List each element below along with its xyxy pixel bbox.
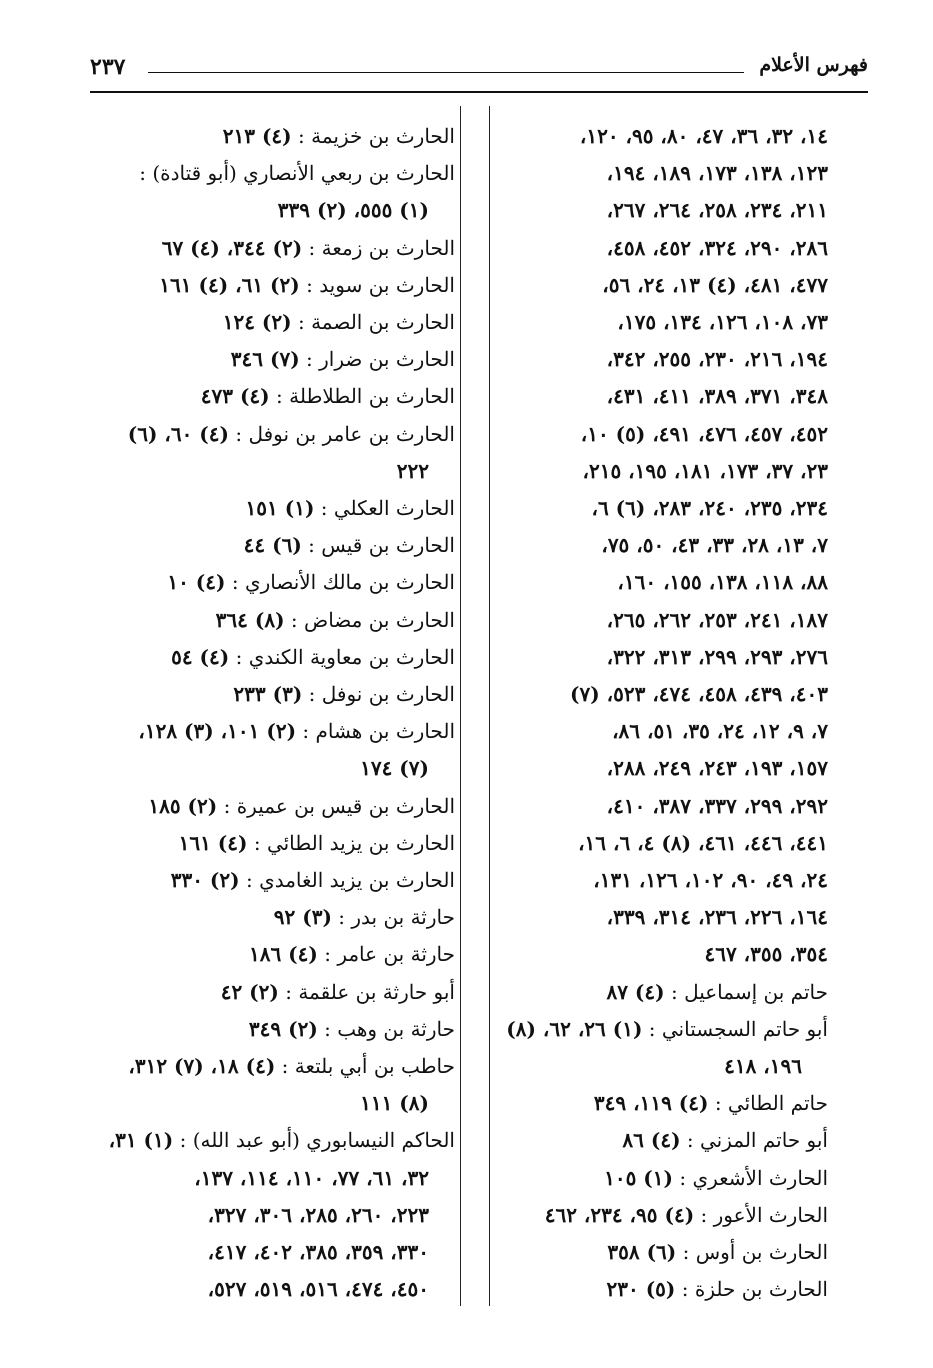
index-entry — [97, 304, 455, 341]
entry-refs: (٥) ٢٣٠ — [606, 1277, 676, 1302]
entry-refs: ٢٨٦، ٢٩٠، ٣٢٤، ٤٥٢، ٤٥٨، — [606, 235, 828, 260]
index-entry — [97, 416, 455, 453]
entry-name: أبو حاتم المزني : — [680, 1128, 828, 1153]
entry-refs: ٢٤، ٤٩، ٩٠، ١٠٢، ١٢٦، ١٣١، — [593, 868, 828, 893]
header-divider — [148, 72, 744, 73]
index-entry — [483, 602, 828, 639]
entry-name: الحارث بن أوس : — [676, 1240, 828, 1265]
entry-refs: ١٩٤، ٢١٦، ٢٣٠، ٢٥٥، ٣٤٢، — [606, 347, 828, 372]
entry-refs: (٤) ٤٧٣ — [200, 384, 270, 409]
index-entry — [97, 230, 455, 267]
index-entry — [483, 1234, 828, 1271]
entry-refs: (٢) ١٠١، (٣) ١٢٨، — [138, 719, 297, 744]
entry-name: أبو حاتم السجستاني : — [642, 1016, 828, 1041]
entry-name: الحارث بن الطلاطلة : — [269, 384, 455, 409]
entry-name: الحارث الأعور : — [694, 1202, 828, 1227]
index-entry — [97, 1122, 455, 1159]
entry-name: أبو حارثة بن علقمة : — [278, 979, 455, 1004]
entry-refs: (٦) ٤٤ — [243, 533, 302, 558]
entry-refs: ٣٥٤، ٣٥٥، ٤٦٧ — [704, 942, 828, 967]
index-entry — [97, 713, 455, 750]
entry-name: الحارث بن مضاض : — [284, 607, 455, 632]
entry-refs: (٧) ٣٤٦ — [230, 347, 300, 372]
entry-refs: ١٩٦، ٤١٨ — [724, 1054, 802, 1079]
entry-refs: (٦) ٣٥٨ — [607, 1240, 677, 1265]
index-entry — [483, 639, 828, 676]
entry-refs: ٧٣، ١٠٨، ١٢٦، ١٣٤، ١٧٥، — [617, 310, 828, 335]
index-entry — [97, 155, 455, 192]
entry-name: الحارث بن ربعي الأنصاري (أبو قتادة) : — [139, 161, 455, 186]
index-entry — [483, 304, 828, 341]
index-entry — [97, 750, 455, 787]
entry-refs: ٣٢، ٦١، ٧٧، ١١٠، ١١٤، ١٣٧، — [194, 1165, 429, 1190]
entry-refs: (٤) ٨٧ — [606, 979, 665, 1004]
entry-name: الحارث بن عامر بن نوفل : — [229, 421, 455, 446]
entry-refs: (٤) ٢١٣ — [222, 124, 292, 148]
index-entry — [97, 936, 455, 973]
entry-name: الحارث العكلي : — [314, 496, 455, 521]
index-entry — [483, 676, 828, 713]
index-entry — [483, 862, 828, 899]
entry-refs: ١٥٧، ١٩٣، ٢٤٣، ٢٤٩، ٢٨٨، — [606, 756, 828, 781]
entry-refs: (١) ١٠٥ — [604, 1165, 673, 1190]
entry-name: الحارث بن معاوية الكندي : — [229, 644, 455, 669]
entry-refs: (٢) ١٨٥ — [148, 793, 218, 818]
index-entry — [97, 602, 455, 639]
index-entry — [97, 378, 455, 415]
index-entry — [483, 1122, 828, 1159]
entry-refs: ٣٤٨، ٣٧١، ٣٨٩، ٤١١، ٤٣١، — [606, 384, 828, 409]
index-entry — [483, 341, 828, 378]
entry-refs: ٤٧٧، ٤٨١، (٤) ١٣، ٢٤، ٥٦، — [602, 272, 828, 297]
index-entry — [483, 750, 828, 787]
entry-refs: (٢) ٣٤٩ — [248, 1016, 318, 1041]
entry-refs: ٢٣٤، ٢٣٥، ٢٤٠، ٢٨٣، (٦) ٦، — [591, 496, 828, 521]
entry-refs: ١٦٤، ٢٢٦، ٢٣٦، ٣١٤، ٣٣٩، — [606, 905, 828, 930]
entry-refs: ١٨٧، ٢٤١، ٢٥٣، ٢٦٢، ٢٦٥، — [606, 607, 828, 632]
entry-refs: (٤) ٥٤ — [171, 644, 230, 669]
index-entry — [483, 713, 828, 750]
entry-refs: (٤) ١٠ — [167, 570, 226, 595]
entry-refs: (١) ٣١، — [108, 1128, 174, 1153]
index-entry — [483, 490, 828, 527]
entry-refs: (٤) ١٨، (٧) ٣١٢، — [128, 1054, 276, 1079]
entry-refs: ٣٣٠، ٣٥٩، ٣٨٥، ٤٠٢، ٤١٧، — [207, 1240, 429, 1265]
header-rule — [90, 91, 868, 93]
entry-refs: (٤) ٨٦ — [622, 1128, 681, 1153]
index-entry — [483, 527, 828, 564]
index-entry — [97, 639, 455, 676]
index-entry — [97, 118, 455, 155]
entry-name: الحارث بن يزيد الغامدي : — [239, 868, 455, 893]
index-entry — [483, 453, 828, 490]
entry-refs: (٢) ٦١، (٤) ١٦١ — [159, 272, 300, 297]
index-entry — [97, 1271, 455, 1308]
entry-refs: (١) ١٥١ — [245, 496, 315, 521]
entry-name: الحارث بن قيس : — [301, 533, 455, 558]
entry-name: الحارث بن حلزة : — [675, 1277, 828, 1302]
index-entry — [483, 378, 828, 415]
index-entry — [97, 788, 455, 825]
column-divider-left — [460, 106, 461, 1306]
entry-refs: ٨٨، ١١٨، ١٣٨، ١٥٥، ١٦٠، — [617, 570, 828, 595]
entry-refs: ١٤، ٣٢، ٣٦، ٤٧، ٨٠، ٩٥، ١٢٠، — [579, 124, 828, 148]
index-entry — [483, 1048, 828, 1085]
index-entry — [483, 192, 828, 229]
entry-refs: ٤٥٢، ٤٥٧، ٤٧٦، ٤٩١، (٥) ١٠، — [580, 421, 828, 446]
entry-name: حارثة بن وهب : — [317, 1016, 455, 1041]
index-entry — [97, 267, 455, 304]
entry-refs: (٣) ٩٢ — [273, 905, 332, 930]
entry-refs: (٣) ٢٣٣ — [233, 682, 303, 707]
index-entry — [97, 1011, 455, 1048]
index-entry — [97, 1160, 455, 1197]
entry-refs: ٢٩٢، ٢٩٩، ٣٣٧، ٣٨٧، ٤١٠، — [606, 793, 828, 818]
entry-refs: (٤) ١٨٦ — [248, 942, 318, 967]
index-entry — [483, 267, 828, 304]
entry-refs: ٢١١، ٢٣٤، ٢٥٨، ٢٦٤، ٢٦٧، — [606, 198, 828, 223]
entry-name: حارثة بن بدر : — [331, 905, 455, 930]
index-entry — [483, 1197, 828, 1234]
index-entry — [483, 1160, 828, 1197]
index-entry — [97, 192, 455, 229]
index-entry — [483, 1271, 828, 1308]
index-entry — [97, 341, 455, 378]
entry-name: حاتم بن إسماعيل : — [664, 979, 828, 1004]
index-entry — [483, 1085, 828, 1122]
entry-name: الحارث الأشعري : — [672, 1165, 828, 1190]
index-entry — [483, 155, 828, 192]
entry-refs: ٧، ١٣، ٢٨، ٣٣، ٤٣، ٥٠، ٧٥، — [601, 533, 828, 558]
index-entry — [97, 527, 455, 564]
entry-name: الحارث بن نوفل : — [302, 682, 455, 707]
entry-refs: (٢) ٣٣٠ — [170, 868, 240, 893]
entry-name: الحارث بن الصمة : — [291, 310, 455, 335]
entry-refs: (٢) ٣٤٤، (٤) ٦٧ — [161, 235, 303, 260]
entry-refs: (٤) ٦٠، (٦) — [127, 421, 229, 446]
entry-refs: ٤٥٠، ٤٧٤، ٥١٦، ٥١٩، ٥٢٧، — [207, 1277, 429, 1302]
entry-refs: (١) ٥٥٥، (٢) ٣٣٩ — [277, 198, 429, 223]
index-entry — [483, 416, 828, 453]
page-header — [90, 52, 868, 88]
entry-refs: (٨) ١١١ — [360, 1091, 429, 1116]
entry-refs: ٢٣، ٣٧، ١٧٣، ١٨١، ١٩٥، ٢١٥، — [582, 458, 828, 483]
index-entry — [97, 974, 455, 1011]
entry-refs: (٢) ٤٢ — [220, 979, 279, 1004]
index-entry — [483, 936, 828, 973]
entry-refs: (١) ٢٦، ٦٢، (٨) — [506, 1016, 643, 1041]
index-title: فهرس الأعلام — [759, 54, 868, 76]
index-entry — [97, 490, 455, 527]
entry-name: الحارث بن سويد : — [299, 272, 455, 297]
index-entry — [483, 974, 828, 1011]
index-entry — [483, 899, 828, 936]
entry-name: حارثة بن عامر : — [317, 942, 455, 967]
entry-refs: (٧) ١٧٤ — [360, 756, 429, 781]
entry-name: الحارث بن يزيد الطائي : — [247, 830, 455, 855]
index-entry — [97, 1234, 455, 1271]
entry-name: الحارث بن ضرار : — [299, 347, 455, 372]
index-entry — [483, 1011, 828, 1048]
index-entry — [483, 230, 828, 267]
index-entry — [97, 1197, 455, 1234]
entry-name: حاطب بن أبي بلتعة : — [275, 1054, 455, 1079]
entry-name: الحاكم النيسابوري (أبو عبد الله) : — [173, 1128, 455, 1153]
index-entry — [97, 564, 455, 601]
index-entry — [97, 825, 455, 862]
entry-refs: ٧، ٩، ١٢، ٢٤، ٣٥، ٥١، ٨٦، — [612, 719, 828, 744]
index-entry — [483, 825, 828, 862]
entry-refs: (٨) ٣٦٤ — [215, 607, 285, 632]
entry-refs: ٢٢٢ — [396, 458, 429, 483]
entry-refs: (٢) ١٢٤ — [222, 310, 292, 335]
page-number: ٢٣٧ — [90, 54, 126, 80]
entry-refs: (٤) ١٦١ — [178, 830, 248, 855]
index-entry — [97, 899, 455, 936]
entry-name: الحارث بن قيس بن عميرة : — [217, 793, 455, 818]
right-column — [483, 118, 828, 1309]
index-entry — [97, 453, 455, 490]
index-entry — [97, 1085, 455, 1122]
entry-name: الحارث بن مالك الأنصاري : — [225, 570, 455, 595]
entry-refs: (٤) ٩٥، ٢٣٤، ٤٦٢ — [544, 1202, 695, 1227]
index-entry — [483, 788, 828, 825]
entry-refs: ٤٤١، ٤٤٦، ٤٦١، (٨) ٤، ٦، ١٦، — [578, 830, 828, 855]
index-entry — [97, 1048, 455, 1085]
index-entry — [97, 676, 455, 713]
entry-refs: ١٢٣، ١٣٨، ١٧٣، ١٨٩، ١٩٤، — [606, 161, 828, 186]
entry-name: الحارث بن زمعة : — [302, 235, 455, 260]
index-entry — [483, 564, 828, 601]
entry-name: الحارث بن هشام : — [296, 719, 455, 744]
entry-refs: ٢٧٦، ٢٩٣، ٢٩٩، ٣١٣، ٣٢٢، — [606, 644, 828, 669]
entry-name: الحارث بن خزيمة : — [291, 124, 455, 148]
entry-refs: ٢٢٣، ٢٦٠، ٢٨٥، ٣٠٦، ٣٢٧، — [207, 1202, 429, 1227]
left-column — [97, 118, 455, 1309]
entry-refs: (٤) ١١٩، ٣٤٩ — [593, 1091, 709, 1116]
entry-refs: ٤٠٣، ٤٣٩، ٤٥٨، ٤٧٤، ٥٢٣، (٧) — [570, 682, 828, 707]
index-entry — [483, 118, 828, 155]
entry-name: حاتم الطائي : — [708, 1091, 828, 1116]
index-entry — [97, 862, 455, 899]
